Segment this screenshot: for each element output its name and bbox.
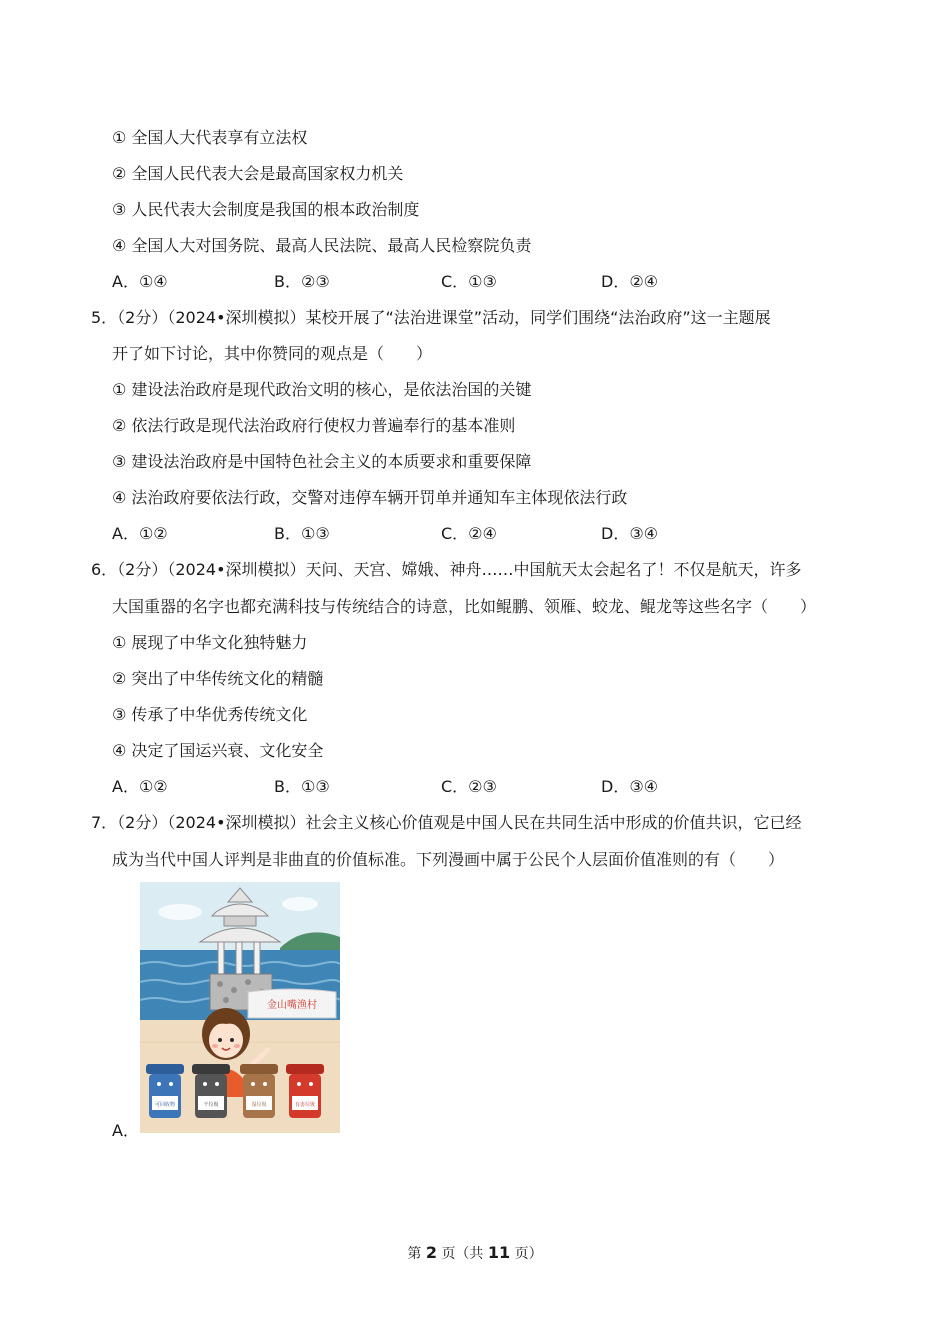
page-footer bbox=[0, 1243, 950, 1263]
q5-statement-2: ② 依法行政是现代法治政府行使权力普遍奉行的基本准则 bbox=[112, 416, 516, 435]
q5-option-c[interactable]: C．②④ bbox=[441, 524, 497, 543]
footer-prefix: 第 bbox=[407, 1246, 422, 1262]
bin-label-2: 干垃圾 bbox=[203, 1102, 219, 1108]
q6-statement-4: ④ 决定了国运兴衰、文化安全 bbox=[112, 741, 324, 760]
q5-stem-line1: 5．（2分）（2024•深圳模拟）某校开展了“法治进课堂”活动，同学们围绕“法治政府”这一主题展 bbox=[91, 308, 771, 327]
bin-label-3: 湿垃圾 bbox=[251, 1102, 267, 1108]
q4-statement-1: ① 全国人大代表享有立法权 bbox=[112, 128, 308, 147]
q4-option-c[interactable]: C．①③ bbox=[441, 272, 497, 291]
q5-stem-line2: 开了如下讨论，其中你赞同的观点是（ ） bbox=[112, 344, 433, 363]
bin-hazardous bbox=[286, 1064, 324, 1118]
q6-statement-3: ③ 传承了中华优秀传统文化 bbox=[112, 705, 308, 724]
q6-statement-1: ① 展现了中华文化独特魅力 bbox=[112, 633, 308, 652]
q5-statement-4: ④ 法治政府要依法行政，交警对违停车辆开罚单并通知车主体现依法行政 bbox=[112, 488, 628, 507]
q4-option-d[interactable]: D．②④ bbox=[601, 272, 659, 291]
q6-option-b[interactable]: B．①③ bbox=[274, 777, 330, 796]
q6-statement-2: ② 突出了中华传统文化的精髓 bbox=[112, 669, 324, 688]
q5-statement-1: ① 建设法治政府是现代政治文明的核心，是依法治国的关键 bbox=[112, 380, 532, 399]
q4-statement-2: ② 全国人民代表大会是最高国家权力机关 bbox=[112, 164, 404, 183]
footer-total-pages: 11 bbox=[487, 1243, 511, 1262]
q5-option-b[interactable]: B．①③ bbox=[274, 524, 330, 543]
bin-label-1: 可回收物 bbox=[154, 1102, 176, 1108]
q4-statement-4: ④ 全国人大对国务院、最高人民法院、最高人民检察院负责 bbox=[112, 236, 532, 255]
bin-recyclable bbox=[146, 1064, 184, 1118]
footer-page-number: 2 bbox=[425, 1243, 437, 1262]
q6-option-a[interactable]: A．①② bbox=[112, 777, 168, 796]
footer-suffix: 页） bbox=[514, 1246, 543, 1262]
q6-option-c[interactable]: C．②③ bbox=[441, 777, 497, 796]
footer-mid: 页（共 bbox=[441, 1246, 484, 1262]
q4-statement-3: ③ 人民代表大会制度是我国的根本政治制度 bbox=[112, 200, 420, 219]
q5-option-d[interactable]: D．③④ bbox=[601, 524, 659, 543]
q7-option-a-cartoon[interactable] bbox=[140, 882, 340, 1133]
q5-statement-3: ③ 建设法治政府是中国特色社会主义的本质要求和重要保障 bbox=[112, 452, 532, 471]
q5-option-a[interactable]: A．①② bbox=[112, 524, 168, 543]
q6-stem-line1: 6．（2分）（2024•深圳模拟）天问、天宫、嫦娥、神舟……中国航天太会起名了！不仅是航天，许多 bbox=[91, 560, 802, 579]
q6-option-d[interactable]: D．③④ bbox=[601, 777, 659, 796]
bin-label-4: 有害垃圾 bbox=[294, 1102, 316, 1108]
q7-stem-line1: 7．（2分）（2024•深圳模拟）社会主义核心价值观是中国人民在共同生活中形成的价值共识，它已经 bbox=[91, 813, 802, 832]
q6-stem-line2: 大国重器的名字也都充满科技与传统结合的诗意，比如鲲鹏、领雁、蛟龙、鲲龙等这些名字（ ） bbox=[112, 597, 817, 616]
bin-dry bbox=[192, 1064, 230, 1118]
q7-option-a-label[interactable]: A． bbox=[112, 1121, 139, 1140]
cartoon-sign-text: 金山嘴渔村 bbox=[267, 1000, 317, 1011]
q4-option-b[interactable]: B．②③ bbox=[274, 272, 330, 291]
q4-option-a[interactable]: A．①④ bbox=[112, 272, 168, 291]
bin-wet bbox=[240, 1064, 278, 1118]
q7-stem-line2: 成为当代中国人评判是非曲直的价值标准。下列漫画中属于公民个人层面价值准则的有（ ） bbox=[112, 850, 785, 869]
